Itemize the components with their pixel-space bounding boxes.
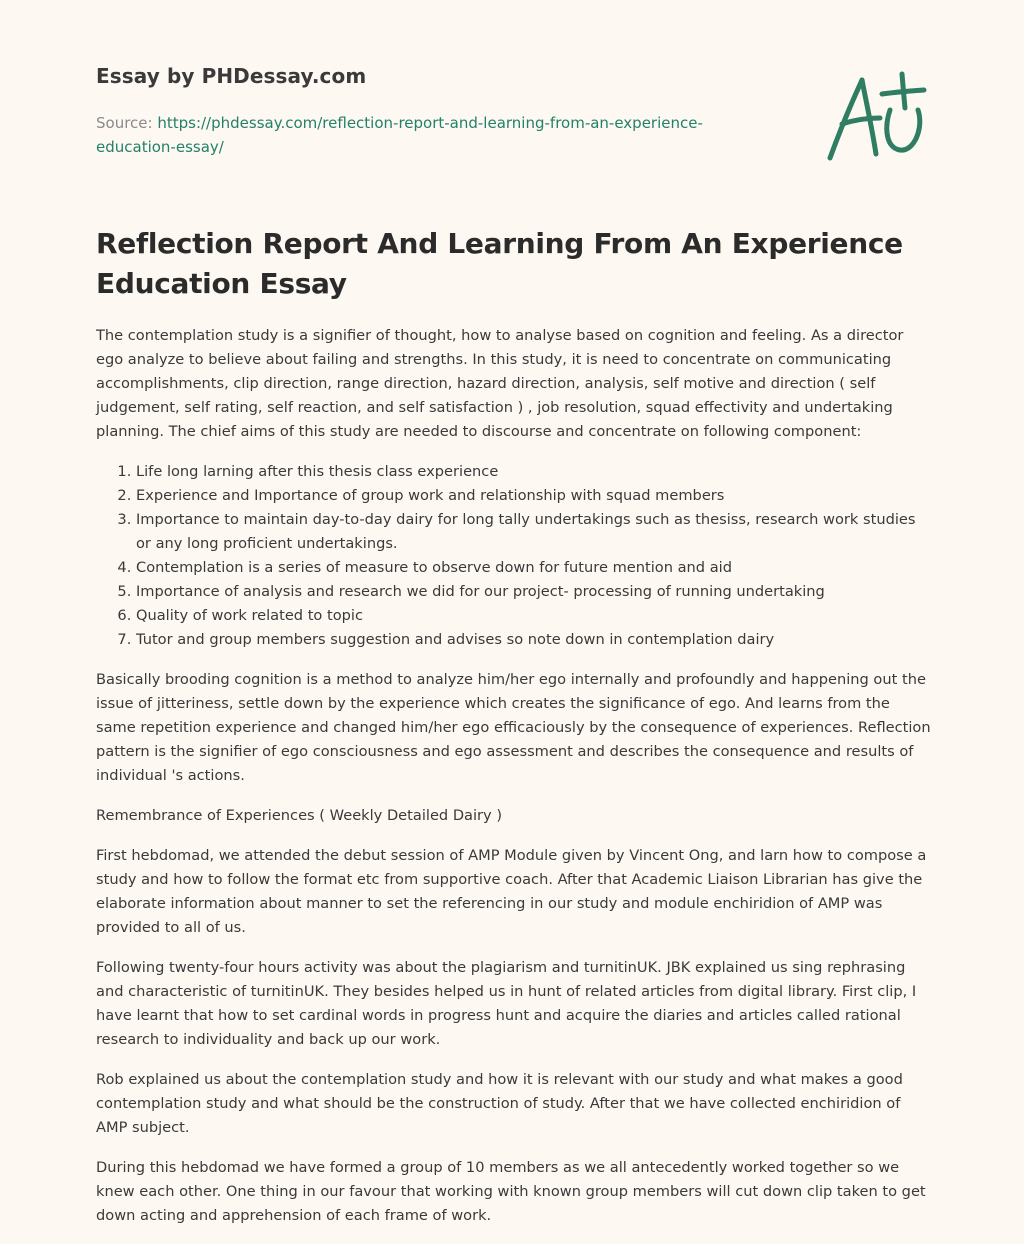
a-plus-logo-icon bbox=[820, 66, 930, 166]
list-item: 6. Quality of work related to topic bbox=[136, 604, 932, 628]
body-paragraph: Rob explained us about the contemplation study and how it is relevant with our study and what makes a good contemplation study and what should be the construction of study. After that we have collected enchiridion of AMP subject. bbox=[96, 1071, 903, 1136]
list-item: 1. Life long larning after this thesis class experience bbox=[136, 460, 932, 484]
section-subheading: Remembrance of Experiences ( Weekly Detailed Dairy ) bbox=[96, 807, 503, 824]
source-line bbox=[96, 111, 736, 159]
source-link[interactable]: https://phdessay.com/reflection-report-and-learning-from-an-experience-education-essay/ bbox=[96, 114, 703, 156]
body-paragraph: During this hebdomad we have formed a group of 10 members as we all antecedently worked together so we knew each other. One thing in our favour that working with known group members will cut down clip taken to get down acting and apprehension of each frame of work. bbox=[96, 1159, 926, 1224]
essay-body bbox=[96, 324, 932, 1244]
list-item: 4. Contemplation is a series of measure to observe down for future mention and aid bbox=[136, 556, 932, 580]
body-paragraph: First hebdomad, we attended the debut session of AMP Module given by Vincent Ong, and larn how to compose a study and how to follow the format etc from supportive coach. After that Academic Liaison Librarian has give the elaborate information about manner to set the referencing in our study and module enchiridion of AMP was provided to all of us. bbox=[96, 847, 927, 936]
source-label: Source: bbox=[96, 114, 158, 132]
intro-paragraph: The contemplation study is a signifier of thought, how to analyse based on cognition and feeling. As a director ego analyze to believe about failing and strengths. In this study, it is need to concentrate on communicating accomplishments, clip direction, range direction, hazard direction, analysis, self motive and direction ( self judgement, self rating, self reaction, and self satisfaction ) , job resolution, squad effectivity and undertaking planning. The chief aims of this study are needed to discourse and concentrate on following component: bbox=[96, 327, 904, 440]
list-item: 7. Tutor and group members suggestion and advises so note down in contemplation dairy bbox=[136, 628, 932, 652]
body-paragraph: Basically brooding cognition is a method to analyze him/her ego internally and profoundly and happening out the issue of jitteriness, settle down by the experience which creates the significance of ego. And learns from the same repetition experience and changed him/her ego efficaciously by the consequence of experiences. Reflection pattern is the signifier of ego consciousness and ego assessment and describes the consequence and results of individual 's actions. bbox=[96, 671, 931, 784]
aims-list bbox=[96, 460, 932, 652]
essay-title: Reflection Report And Learning From An Experience Education Essay bbox=[96, 227, 903, 300]
site-title: Essay by PHDessay.com bbox=[96, 64, 367, 88]
list-item: 3. Importance to maintain day-to-day dairy for long tally undertakings such as thesiss, research work studies or any long proficient undertakings. bbox=[136, 508, 932, 556]
list-item: 2. Experience and Importance of group work and relationship with squad members bbox=[136, 484, 932, 508]
list-item: 5. Importance of analysis and research we did for our project- processing of running undertaking bbox=[136, 580, 932, 604]
body-paragraph: Following twenty-four hours activity was about the plagiarism and turnitinUK. JBK explained us sing rephrasing and characteristic of turnitinUK. They besides helped us in hunt of related articles from digital library. First clip, I have learnt that how to set cardinal words in progress hunt and acquire the diaries and articles called rational research to individuality and back up our work. bbox=[96, 959, 917, 1048]
